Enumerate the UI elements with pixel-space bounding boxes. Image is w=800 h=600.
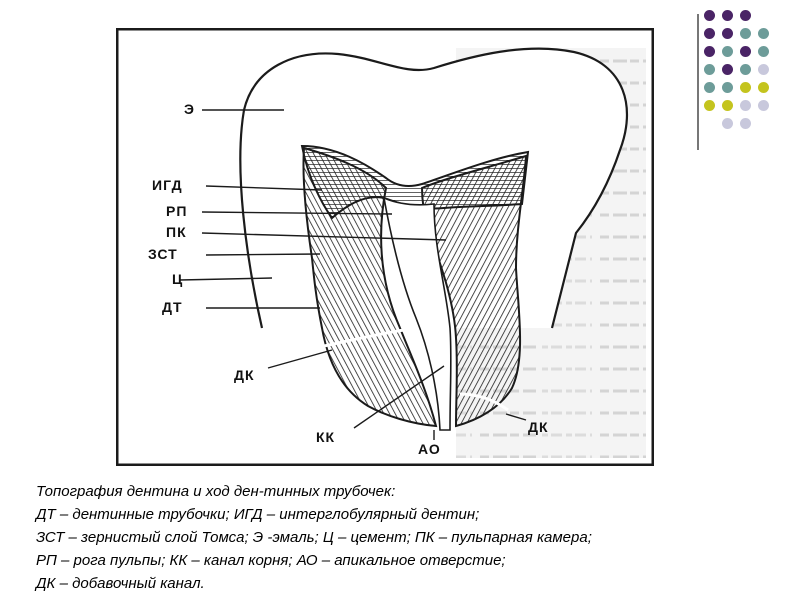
decor-dot bbox=[758, 46, 769, 57]
decor-dot bbox=[740, 28, 751, 39]
decor-dot bbox=[740, 100, 751, 111]
decor-dot bbox=[740, 118, 751, 129]
decor-dot bbox=[740, 46, 751, 57]
decor-dot bbox=[722, 28, 733, 39]
label-pulp-horns: РП bbox=[166, 203, 188, 219]
caption-line: РП – рога пульпы; КК – канал корня; АО – апикальное отверстие; bbox=[36, 552, 506, 569]
label-interglobular-dentin: ИГД bbox=[152, 177, 183, 193]
caption-line: ДТ – дентинные трубочки; ИГД – интерглобулярный дентин; bbox=[36, 506, 480, 523]
label-accessory-canal-right: ДК bbox=[528, 419, 549, 435]
decor-dot bbox=[722, 46, 733, 57]
decorative-dot-grid bbox=[704, 10, 784, 140]
label-apical-foramen: АО bbox=[418, 441, 441, 457]
decor-dot bbox=[722, 82, 733, 93]
vertical-divider-line bbox=[697, 14, 699, 150]
decor-dot bbox=[722, 10, 733, 21]
label-enamel: Э bbox=[184, 101, 195, 117]
decor-dot bbox=[740, 10, 751, 21]
label-root-canal: КК bbox=[316, 429, 336, 445]
label-accessory-canal-left: ДК bbox=[234, 367, 255, 383]
dentin-topography-figure bbox=[116, 28, 654, 466]
tooth-diagram bbox=[116, 28, 654, 466]
caption-line: Топография дентина и ход ден-тинных трубочек: bbox=[36, 483, 396, 500]
decor-dot bbox=[704, 100, 715, 111]
label-cementum: Ц bbox=[172, 271, 184, 287]
decor-dot bbox=[704, 10, 715, 21]
decor-dot bbox=[740, 82, 751, 93]
decor-dot bbox=[704, 82, 715, 93]
decor-dot bbox=[758, 100, 769, 111]
decor-dot bbox=[722, 64, 733, 75]
decor-dot bbox=[740, 64, 751, 75]
label-pulp-chamber: ПК bbox=[166, 224, 187, 240]
decor-dot bbox=[758, 82, 769, 93]
decor-dot bbox=[758, 64, 769, 75]
decor-dot bbox=[722, 118, 733, 129]
decor-dot bbox=[722, 100, 733, 111]
caption-line: ЗСТ – зернистый слой Томса; Э -эмаль; Ц – цемент; ПК – пульпарная камера; bbox=[36, 529, 592, 546]
decor-dot bbox=[704, 46, 715, 57]
label-dentinal-tubules: ДТ bbox=[162, 299, 183, 315]
decor-dot bbox=[758, 28, 769, 39]
caption-line: ДК – добавочный канал. bbox=[36, 575, 205, 592]
figure-caption bbox=[36, 480, 796, 595]
decor-dot bbox=[704, 64, 715, 75]
label-tomes-granular-layer: ЗСТ bbox=[148, 246, 178, 262]
decor-dot bbox=[704, 28, 715, 39]
